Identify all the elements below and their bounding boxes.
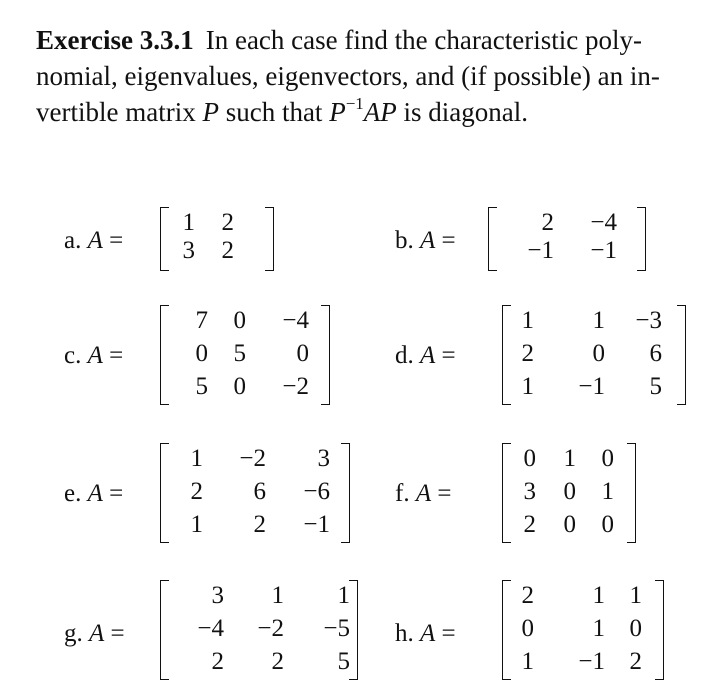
matrix [160,580,358,680]
problem-letter: c. [64,342,88,369]
matrix-entry: 2 [211,648,224,675]
left-bracket [488,207,497,271]
matrix-entry: 5 [337,648,350,675]
matrix-entry: 3 [211,582,224,609]
matrix-entry: −4 [197,615,224,642]
matrix-entry: 1 [601,478,614,505]
right-bracket [349,580,358,680]
matrix [160,207,274,271]
matrix-entry: 2 [521,582,534,609]
matrix-entry: 0 [563,511,576,538]
matrix-entry: 2 [271,648,284,675]
matrix-entry: 0 [629,615,642,642]
matrix-entry: 5 [233,340,246,367]
matrix [488,207,646,271]
problem-label [64,342,123,370]
matrix-entry: 0 [195,340,208,367]
right-bracket [341,443,350,543]
right-bracket [321,305,330,405]
exercise-statement [36,22,696,130]
matrix-entry: −2 [257,615,284,642]
left-bracket [502,443,511,543]
matrix-variable: A [420,342,436,369]
matrix-entry: −4 [282,307,309,334]
statement-line-1 [36,22,696,58]
matrix-entry: 3 [182,237,195,264]
left-bracket [502,580,511,680]
matrix-entry: 2 [221,237,234,264]
matrix-entry: −2 [282,373,309,400]
problem-label [395,620,456,648]
problem-label [64,227,123,255]
matrix-variable: A [87,342,103,369]
matrix-entry: 0 [521,615,534,642]
matrix-entry: 1 [182,209,195,236]
problem-letter: e. [64,480,88,507]
matrix-entry: 0 [233,307,246,334]
matrix-entry: 2 [253,511,266,538]
matrix-variable: A [420,620,436,647]
equals-sign: = [435,342,456,369]
matrix-entry: 0 [601,511,614,538]
matrix-entry: −1 [578,648,605,675]
matrix-entry: 1 [592,307,605,334]
matrix-entry: 2 [521,340,534,367]
problem-label [395,342,456,370]
matrix [502,443,636,543]
matrix-entry: 6 [649,340,662,367]
problem-label [64,480,123,508]
matrix [160,443,350,543]
matrix-variable: A [87,227,103,254]
matrix-entry: 0 [523,445,536,472]
matrix-entry: 0 [233,373,246,400]
matrix-entry: 2 [523,511,536,538]
matrix [502,305,686,405]
problem-label [64,620,125,648]
equals-sign: = [431,480,452,507]
matrix-entry: 2 [190,478,203,505]
stmt-part: is diagonal. [396,97,529,127]
matrix-entry: 0 [601,445,614,472]
matrix-entry: −4 [590,209,617,236]
statement-line-2: nomial, eigenvalues, eigenvectors, and (if possible) an in- [36,61,660,91]
matrix-entry: −1 [590,237,617,264]
exercise-number: Exercise 3.3.1 [36,25,194,55]
matrix-variable: A [420,227,436,254]
problem-letter: g. [64,620,89,647]
matrix-entry: 0 [592,340,605,367]
equals-sign: = [102,342,124,369]
equals-sign: = [102,227,124,254]
left-bracket [502,305,511,405]
matrix-entry: 3 [317,445,330,472]
right-bracket [265,207,274,271]
matrix-entry: 1 [271,582,284,609]
problem-label [395,480,451,508]
matrix-entry: 5 [649,373,662,400]
matrix-entry: 2 [221,209,234,236]
equals-sign: = [102,480,124,507]
matrix-variable: A [415,480,432,507]
equals-sign: = [104,620,125,647]
problem-letter: h. [395,620,420,647]
matrix-entry: 0 [563,478,576,505]
matrix-entry: 1 [190,445,203,472]
right-bracket [637,207,646,271]
matrix-entry: −3 [635,307,662,334]
matrix-entry: 3 [523,478,536,505]
right-bracket [627,443,636,543]
matrix-entry: 1 [521,373,534,400]
stmt-var-ap: AP [363,97,397,127]
left-bracket [160,443,169,543]
matrix-entry: −1 [303,511,330,538]
matrix-entry: 1 [563,445,576,472]
statement-line-3 [36,94,696,130]
right-bracket [677,305,686,405]
matrix-entry: 7 [195,307,208,334]
matrix-entry: −1 [527,237,554,264]
matrix-entry: 2 [541,209,554,236]
stmt-var-p-inverse: P [329,97,346,127]
matrix-entry: 1 [592,615,605,642]
right-bracket [655,580,664,680]
matrix-entry: 2 [629,648,642,675]
matrix-variable: A [87,480,103,507]
matrix-entry: 1 [521,307,534,334]
matrix-entry: −5 [323,615,350,642]
matrix-entry: 1 [629,582,642,609]
problem-letter: d. [395,342,420,369]
matrix-entry: −2 [239,445,266,472]
stmt-part: vertible matrix [36,97,203,127]
problem-letter: b. [395,227,420,254]
matrix-entry: 5 [195,373,208,400]
left-bracket [160,580,169,680]
equals-sign: = [435,620,456,647]
matrix [502,580,664,680]
matrix-entry: −1 [578,373,605,400]
stmt-part: such that [218,97,330,127]
stmt-superscript: −1 [345,94,364,113]
matrix-entry: 1 [521,648,534,675]
problem-label [395,227,456,255]
left-bracket [160,207,169,271]
matrix-entry: 0 [296,340,309,367]
matrix-entry: 6 [253,478,266,505]
stmt-var-p: P [202,97,219,127]
matrix-variable: A [89,620,105,647]
matrix-entry: 1 [337,582,350,609]
problem-letter: a. [64,227,88,254]
matrix [160,305,330,405]
problem-letter: f. [395,480,416,507]
equals-sign: = [435,227,456,254]
matrix-entry: 1 [190,511,203,538]
left-bracket [160,305,169,405]
matrix-entry: −6 [303,478,330,505]
statement-text-1: In each case find the characteristic poly- [205,25,642,55]
matrix-entry: 1 [592,582,605,609]
